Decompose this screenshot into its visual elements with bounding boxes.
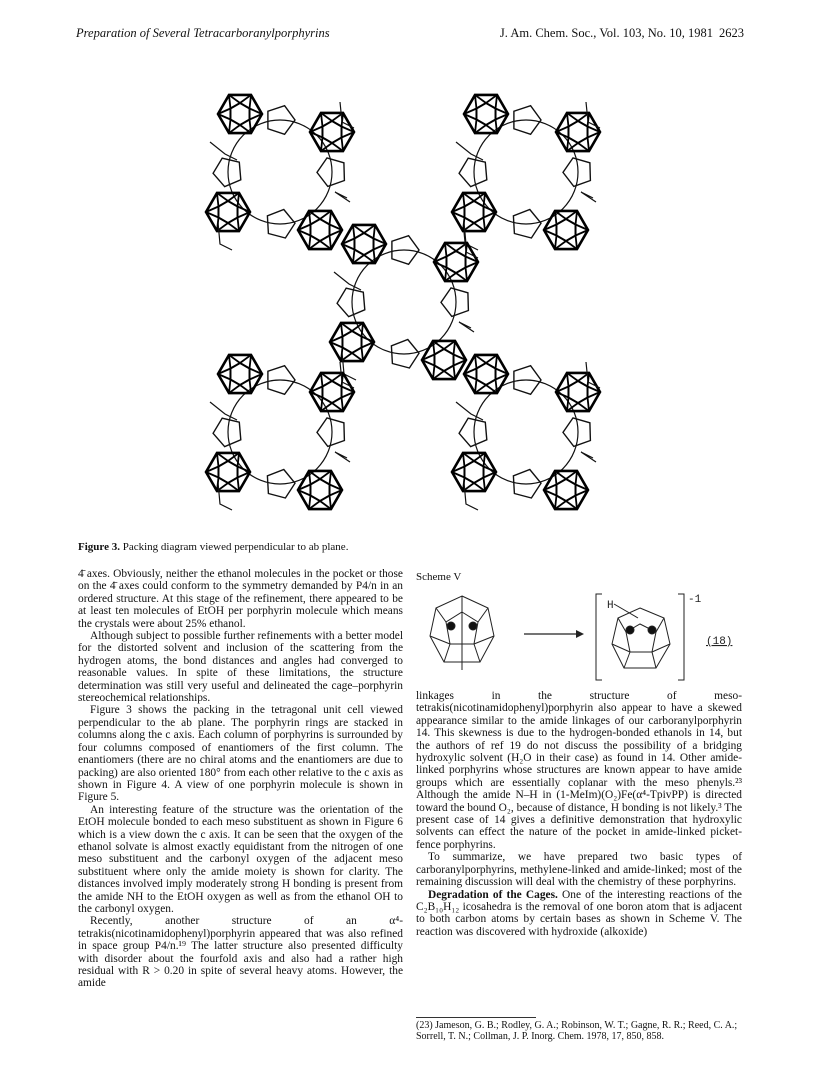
footnote: (23) Jameson, G. B.; Rodley, G. A.; Robinson, W. T.; Gagne, R. R.; Reed, C. A.; Sorrell, T. N.; Collman, J. P. Inorg. Chem. 1978, 17, 850, 858.	[416, 1020, 738, 1042]
scheme-reaction-diagram	[416, 582, 742, 690]
compound-number: (18)	[706, 636, 733, 648]
journal-name: J. Am. Chem. Soc., Vol. 103, No. 10, 1981	[499, 26, 713, 40]
journal-article-title: Preparation of Several Tetracarboranylporphyrins	[76, 26, 330, 40]
scheme-v	[416, 568, 742, 690]
porphyrin-molecule	[452, 355, 600, 510]
figure-caption-text: Packing diagram viewed perpendicular to ab plane.	[122, 541, 349, 553]
paragraph: Figure 3 shows the packing in the tetragonal unit cell viewed perpendicular to the ab plane. The porphyrin rings are stacked in columns along the c axis. Each column of porphyrins is surrounded by four columns composed of enantiomers of the first column. The enantiomers (there are no chiral atoms and the enantiomers are due to packing) are also oriented 180° from each other relative to the c axis as shown in Figure 4. A view of one porphyrin molecule is shown in Figure 5.	[78, 704, 403, 804]
scheme-label: Scheme V	[416, 571, 462, 583]
figure-caption	[78, 541, 738, 553]
reaction-arrow-icon	[524, 630, 584, 638]
packing-diagram-illustration	[168, 40, 648, 530]
section-text: One of the interesting reactions of the C₂B₁₀H₁₂ icosahedra is the removal of one boron atom that is adjacent to both carbon atoms by certain bases as shown in Scheme V. The reaction was discovered with hydroxide (alkoxide)	[416, 888, 742, 938]
porphyrin-molecule	[206, 95, 354, 250]
porphyrin-molecule	[206, 355, 354, 510]
porphyrin-molecule	[452, 95, 600, 250]
paragraph: Although subject to possible further refinements with a better model for the distorted solvent and inclusion of the scattering from the hydrogen atoms, the bond distances and angles had converged to reasonable values. In spite of these limitations, the structure determination was still very useful and delineated the cage–porphyrin stereochemical relationships.	[78, 630, 403, 705]
right-text-column	[416, 690, 742, 938]
paragraph: An interesting feature of the structure was the orientation of the EtOH molecule bonded to each meso substituent as shown in Figure 6 which is a view down the c axis. It can be seen that the oxygen of the ethanol solvate is almost exactly equidistant from the nitrogen of one meso substituent and the carbonyl oxygen of the adjacent meso substituent where only the amide moiety is shown for clarity. The distances involved imply moderately strong H bonding is present from the amide NH to the EtOH oxygen as well as from the ethanol OH to the carbonyl oxygen.	[78, 803, 403, 915]
charge-label: -1	[688, 594, 702, 606]
hydrogen-label: H	[607, 600, 614, 612]
page-number: 2623	[719, 26, 744, 40]
paragraph: 4̄ axes. Obviously, neither the ethanol molecules in the pocket or those on the 4̄ axes could conform to the symmetry demanded by P4/n in an ordered structure. At this stage of the refinement, there appeared to be at least ten molecules of EtOH per porphyrin molecule which means the crystals were about 25% ethanol.	[78, 568, 403, 630]
figure-caption-label: Figure 3.	[78, 541, 120, 553]
paragraph: linkages in the structure of meso-tetrakis(nicotinamidophenyl)porphyrin also appear to have a skewed appearance similar to the amide linkages of our carboranylporphyrin 14. This skewness is due to the hydrogen-bonded ethanols in 14, but the authors of ref 19 do not discuss the possibility of a bridging hydroxylic solvent (H₂O in their case) as found in 14. Other amide-linked porphyrins whose structures are known appear to have amide groups which are essentially coplanar with the meso phenyls.²³ Although the amide N–H in (1-MeIm)(O₂)Fe(α⁴-TpivPP) is directed toward the bound O₂, because of distance, H bonding is not likely.³ The present case of 14 gives a definitive demonstration that hydroxylic solvents can effect the nature of the pocket in amide-linked picket-fence porphyrins.	[416, 690, 742, 851]
left-text-column	[78, 568, 403, 990]
footnote-divider	[416, 1017, 536, 1018]
paragraph: To summarize, we have prepared two basic types of carboranylporphyrins, methylene-linked and amide-linked; most of the remaining discussion will deal with the chemistry of these porphyrins.	[416, 851, 742, 889]
packing-diagram-figure	[168, 40, 648, 530]
porphyrin-molecule	[330, 225, 478, 380]
paragraph: Recently, another structure of an α⁴-tetrakis(nicotinamidophenyl)porphyrin appeared that was also refined in space group P4/n.¹⁹ The latter structure also presented difficulty with disorder about the fourfold axis and also had a rather high residual with R > 0.20 in spite of several heavy atoms. However, the amide	[78, 915, 403, 990]
section-heading: Degradation of the Cages.	[428, 888, 558, 901]
carborane-cage-icon	[430, 596, 494, 670]
journal-citation	[500, 26, 744, 41]
paragraph	[416, 889, 742, 939]
nido-carborane-cage-icon	[612, 604, 670, 668]
